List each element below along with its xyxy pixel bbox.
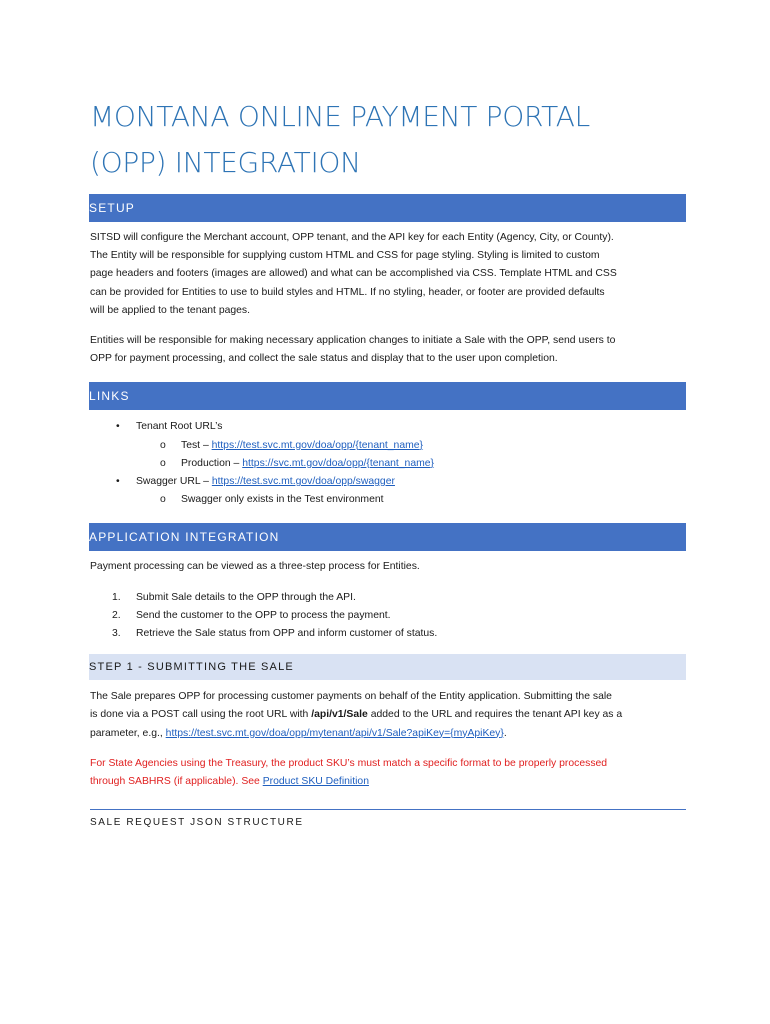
- step1-heading-band: [89, 654, 686, 680]
- step1-line-2-a: is done via a POST call using the root URL with: [90, 709, 312, 721]
- sku-note-line-2: [90, 773, 686, 791]
- list-item: [90, 607, 686, 625]
- step-number: 2.: [112, 609, 121, 621]
- swagger-url-link[interactable]: https://test.svc.mt.gov/doa/opp/swagger: [211, 476, 395, 488]
- sub-bullet-icon: o: [160, 494, 166, 506]
- bullet-icon: •: [116, 476, 120, 488]
- setup-p1-line: can be provided for Entities to use to build styles and HTML. If no styling, header, or footer are provided defaults: [90, 286, 605, 298]
- step1-line-2-b: added to the URL and requires the tenant API key as a: [367, 709, 623, 721]
- integration-heading-band: [89, 523, 686, 551]
- swagger-label: Swagger URL –: [136, 476, 212, 488]
- step1-line-3-a: parameter, e.g.,: [90, 727, 166, 739]
- setup-paragraph-1: [90, 229, 686, 320]
- sku-note: [90, 755, 686, 791]
- example-sale-url-link[interactable]: https://test.svc.mt.gov/doa/opp/mytenant/api/v1/Sale?apiKey={myApiKey}: [165, 727, 504, 739]
- integration-steps: [90, 589, 686, 644]
- setup-paragraph-2: [90, 332, 686, 368]
- list-item: [90, 589, 686, 607]
- step-text: Retrieve the Sale status from OPP and inform customer of status.: [136, 628, 438, 640]
- step-number: 3.: [112, 628, 121, 640]
- document-content: [90, 94, 686, 828]
- sku-note-line-1: For State Agencies using the Treasury, the product SKU’s must match a specific format to be properly processed: [90, 757, 608, 769]
- list-item: [90, 625, 686, 643]
- integration-intro: Payment processing can be viewed as a three-step process for Entities.: [90, 561, 420, 573]
- sub-bullet-icon: o: [160, 457, 166, 469]
- links-heading-band: [89, 382, 686, 410]
- list-item: [90, 455, 686, 473]
- setup-p2-line: Entities will be responsible for making necessary application changes to initiate a Sale with the OPP, send users to: [90, 335, 616, 347]
- integration-heading: APPLICATION INTEGRATION: [89, 523, 686, 551]
- step1-paragraph: [90, 688, 686, 743]
- step1-line-2: [90, 706, 686, 724]
- step1-line-1: The Sale prepares OPP for processing customer payments on behalf of the Entity application. Submitting the sale: [90, 691, 612, 703]
- setup-p2-line: OPP for payment processing, and collect the sale status and display that to the user upon completion.: [90, 353, 558, 365]
- sub-bullet-icon: o: [160, 439, 166, 451]
- list-item: [90, 473, 686, 491]
- bullet-icon: •: [116, 421, 120, 433]
- title-line-1: MONTANA ONLINE PAYMENT PORTAL: [90, 100, 590, 133]
- setup-heading: SETUP: [89, 194, 686, 222]
- tenant-root-label: Tenant Root URL’s: [136, 421, 223, 433]
- production-url-link[interactable]: https://svc.mt.gov/doa/opp/{tenant_name}: [242, 457, 435, 469]
- step-text: Submit Sale details to the OPP through the API.: [136, 591, 356, 603]
- setup-p1-line: The Entity will be responsible for supplying custom HTML and CSS for page styling. Styling is limited to custom: [90, 250, 600, 262]
- links-heading: LINKS: [89, 382, 686, 410]
- step-text: Send the customer to the OPP to process the payment.: [136, 609, 391, 621]
- title-line-2: (OPP) INTEGRATION: [90, 146, 361, 179]
- section-divider: [90, 809, 686, 810]
- test-label: Test –: [181, 439, 212, 451]
- list-item: [90, 437, 686, 455]
- setup-p1-line: SITSD will configure the Merchant account, OPP tenant, and the API key for each Entity (Agency, City, or County).: [90, 232, 614, 243]
- setup-p1-line: will be applied to the tenant pages.: [90, 304, 251, 316]
- api-path: /api/v1/Sale: [311, 709, 368, 721]
- product-sku-definition-link[interactable]: Product SKU Definition: [262, 776, 369, 788]
- list-item: [90, 491, 686, 509]
- step1-heading: STEP 1 - SUBMITTING THE SALE: [89, 654, 686, 680]
- links-list: [90, 418, 686, 509]
- step-number: 1.: [112, 591, 121, 603]
- test-url-link[interactable]: https://test.svc.mt.gov/doa/opp/{tenant_name}: [211, 439, 424, 451]
- production-label: Production –: [181, 457, 243, 469]
- swagger-note: Swagger only exists in the Test environment: [181, 494, 384, 506]
- setup-heading-band: [89, 194, 686, 222]
- setup-p1-line: page headers and footers (images are allowed) and what can be accomplished via CSS. Template HTML and CSS: [90, 268, 617, 280]
- list-item: [90, 418, 686, 436]
- step1-line-3-b: .: [503, 727, 507, 739]
- page-title: [90, 94, 686, 186]
- sale-request-heading: SALE REQUEST JSON STRUCTURE: [90, 817, 304, 829]
- step1-line-3: [90, 725, 686, 743]
- sku-note-line-2-text: through SABHRS (if applicable). See: [90, 776, 263, 788]
